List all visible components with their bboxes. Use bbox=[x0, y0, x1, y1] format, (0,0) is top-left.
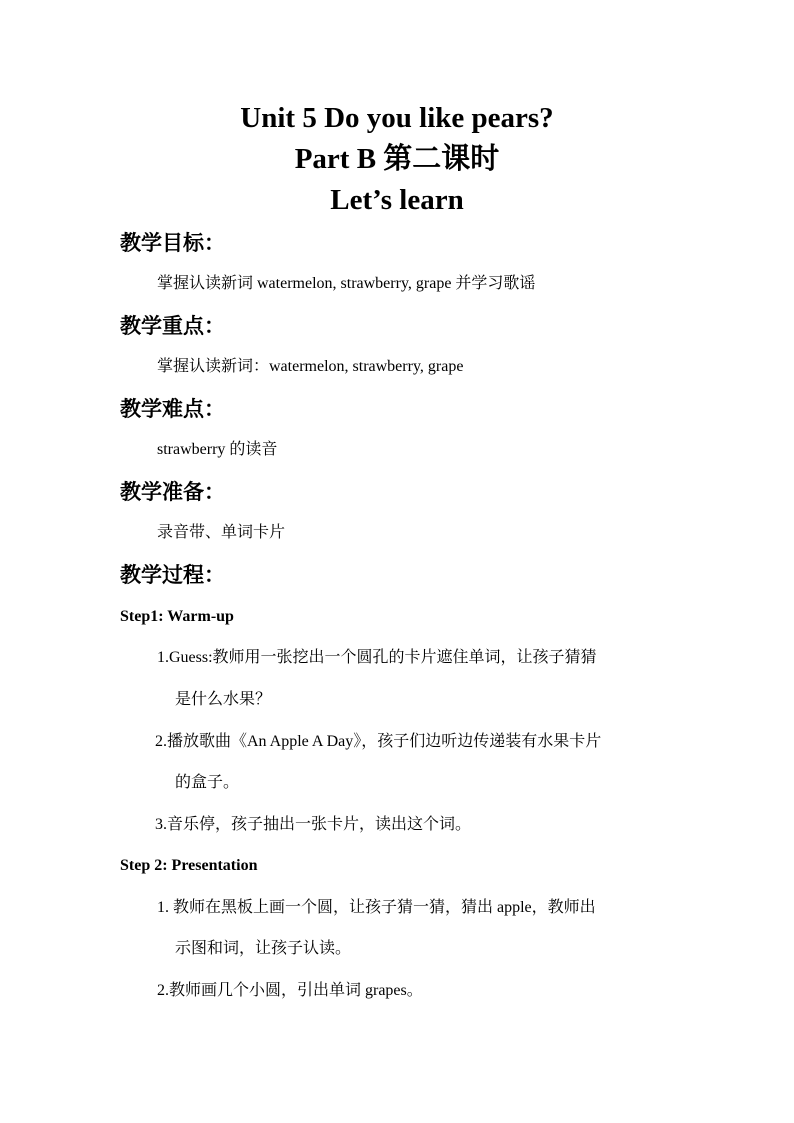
section-heading-process: 教学过程： bbox=[120, 563, 225, 587]
step2-item2-line1: 2.教师画几个小圆，引出单词 grapes。 bbox=[157, 982, 423, 999]
section-heading-preparation: 教学准备： bbox=[120, 480, 225, 504]
step2-item1-line1: 1. 教师在黑板上画一个圆，让孩子猜一猜，猜出 apple，教师出 bbox=[157, 899, 596, 916]
step1-item1-line1: 1.Guess:教师用一张挖出一个圆孔的卡片遮住单词，让孩子猜猜 bbox=[157, 649, 597, 666]
title-part: Part B 第二课时 bbox=[294, 143, 500, 175]
section-heading-objectives: 教学目标： bbox=[120, 231, 225, 255]
section-content-preparation: 录音带、单词卡片 bbox=[157, 524, 286, 541]
step2-item1-line2: 示图和词，让孩子认读。 bbox=[175, 940, 352, 957]
step-title-warm-up: Step1: Warm-up bbox=[120, 608, 234, 625]
document-title bbox=[0, 98, 794, 221]
title-lesson: Let’s learn bbox=[330, 184, 464, 216]
step1-item2-line1: 2.播放歌曲《An Apple A Day》，孩子们边听边传递装有水果卡片 bbox=[155, 733, 602, 750]
section-content-difficulties: strawberry 的读音 bbox=[157, 441, 278, 458]
section-heading-key-points: 教学重点： bbox=[120, 314, 225, 338]
section-heading-difficulties: 教学难点： bbox=[120, 397, 225, 421]
step1-item3-line1: 3.音乐停，孩子抽出一张卡片，读出这个词。 bbox=[155, 816, 472, 833]
step1-item2-line2: 的盒子。 bbox=[175, 774, 240, 791]
step1-item1-line2: 是什么水果？ bbox=[175, 691, 272, 708]
step-title-presentation: Step 2: Presentation bbox=[120, 857, 258, 874]
section-content-objectives: 掌握认读新词 watermelon, strawberry, grape 并学习歌谣 bbox=[157, 275, 536, 292]
section-content-key-points: 掌握认读新词：watermelon, strawberry, grape bbox=[157, 358, 464, 375]
title-unit: Unit 5 Do you like pears? bbox=[240, 102, 554, 134]
